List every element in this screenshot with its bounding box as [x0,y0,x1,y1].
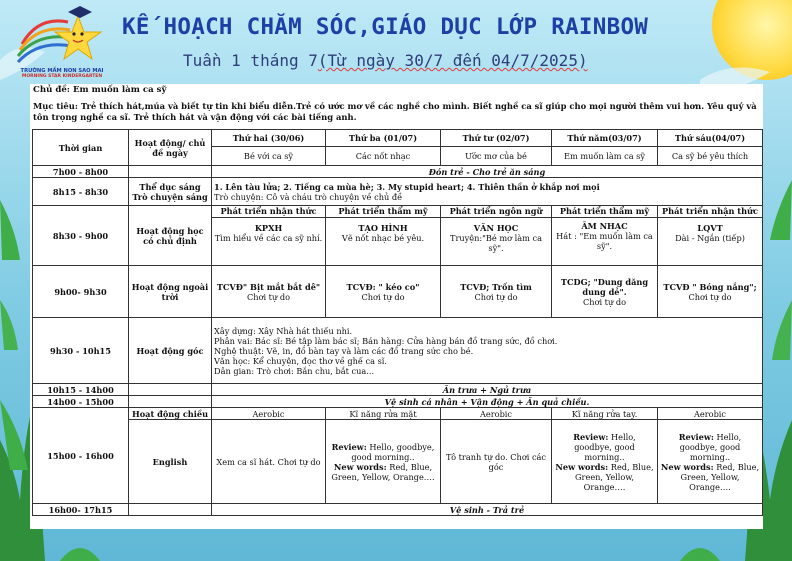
lesson-cell: Phát triển thẩm mỹ ÂM NHẠC Hát : "Em muốn làm ca sỹ". [552,206,658,266]
activity-cell: Hoạt động ngoài trời [129,266,212,318]
table-row [33,396,763,408]
day-topic: Em muốn làm ca sỹ [552,147,658,166]
table-row [33,178,763,206]
time-cell: 8h30 - 9h00 [33,206,129,266]
afternoon-head: Kĩ năng rửa mặt [326,408,441,420]
table-row [33,266,763,318]
time-cell: 10h15 - 14h00 [33,384,129,396]
day-header: Thứ ba (01/07) [326,130,441,147]
day-header: Thứ tư (02/07) [441,130,552,147]
afternoon-head: Aerobic [658,408,763,420]
time-cell: 8h15 - 8h30 [33,178,129,206]
time-cell: 7h00 - 8h00 [33,166,129,178]
activity-cell: Hoạt động góc [129,318,212,384]
outdoor-cell: TCVĐ; Trốn tìm Chơi tự do [441,266,552,318]
theme-line: Chủ đề: Em muốn làm ca sỹ [33,85,167,95]
plan-table [32,129,763,516]
table-row [33,384,763,396]
lesson-cell: Phát triển thẩm mỹ TẠO HÌNH Vẽ nốt nhạc bé yêu. [326,206,441,266]
afternoon-cell: Review: Hello, goodbye, good morning.. New words: Red, Blue, Green, Yellow, Orange…. [658,420,763,504]
day-topic: Bé với ca sỹ [212,147,326,166]
goal-text: Mục tiêu: Trẻ thích hát,múa và biết tự tin khi biểu diễn.Trẻ có ước mơ về các nghề cho mình. Biết nghề ca sĩ giúp cho mọi người thêm vui hơn. Yêu quý và tôn trọng nghề ca sĩ. Trẻ thích hát và vận động với các bài tiếng anh. [33,101,757,122]
table-row [33,408,763,420]
afternoon-cell: Review: Hello, goodbye, good morning.. New words: Red, Blue, Green, Yellow, Orange…. [326,420,441,504]
afternoon-cell: Review: Hello, goodbye, good morning.. New words: Red, Blue, Green, Yellow, Orange…. [552,420,658,504]
day-topic: Ước mơ của bé [441,147,552,166]
header-activity: Hoạt động/ chủ đề ngày [129,130,212,166]
day-header: Thứ hai (30/06) [212,130,326,147]
table-row [33,318,763,384]
day-header: Thứ sáu(04/07) [658,130,763,147]
lesson-cell: Phát triển nhận thức KPXH Tìm hiểu về các ca sỹ nhí. [212,206,326,266]
page-subtitle: Tuần 1 tháng 7(Từ ngày 30/7 đến 04/7/2025) [183,51,588,70]
outdoor-cell: TCVĐ " Bóng nắng"; Chơi tự do [658,266,763,318]
routine-cell: Vệ sinh cá nhân + Vận động + Ăn quả chiều. [212,396,763,408]
lesson-cell: Phát triển nhận thức LQVT Dài - Ngắn (tiếp) [658,206,763,266]
afternoon-cell: Tô tranh tự do. Chơi các góc [441,420,552,504]
activity-cell: Hoạt động chiều [129,408,212,420]
time-cell: 15h00 - 16h00 [33,408,129,504]
table-row [33,504,763,516]
day-header: Thứ năm(03/07) [552,130,658,147]
table-row [33,166,763,178]
afternoon-head: Aerobic [212,408,326,420]
page-title: KẾ HOẠCH CHĂM SÓC,GIÁO DỤC LỚP RAINBOW [122,14,649,40]
day-topic: Ca sỹ bé yêu thích [658,147,763,166]
header-time: Thời gian [33,130,129,166]
corner-activity-cell: Xây dựng: Xây Nhà hát thiếu nhi. Phân vai: Bác sĩ: Bé tập làm bác sĩ; Bán hàng: Cửa hàng bán đồ trang sức, đồ chơi. Nghệ thuật: Vẽ, in, đồ bàn tay và làm các đồ trang sức cho bé. Văn học: Kể chuyện, đọc thơ về ghế ca sĩ. Dân gian: Trò chơi: Bắn chu, bắt cua... [212,318,763,384]
outdoor-cell: TCVĐ" Bịt mắt bắt dê" Chơi tự do [212,266,326,318]
afternoon-cell: Xem ca sĩ hát. Chơi tự do [212,420,326,504]
table-row [33,206,763,266]
time-cell: 16h00- 17h15 [33,504,129,516]
school-name: TRƯỜNG MẦM NON SAO MAI MORNING STAR KINDERGARTEN [20,68,104,79]
outdoor-cell: TCDG; "Dung dăng dung dẻ". Chơi tự do [552,266,658,318]
routine-cell: Vệ sinh - Trả trẻ [212,504,763,516]
afternoon-head: Kĩ năng rửa tay. [552,408,658,420]
table-row [33,420,763,504]
morning-exercise-cell: 1. Lên tàu lửa; 2. Tiếng ca mùa hè; 3. My stupid heart; 4. Thiên thần ở khắp nơi mọi Trò chuyện: Cô và cháu trò chuyện về chủ đề [212,178,763,206]
activity-cell: Hoạt động học có chủ định [129,206,212,266]
activity-cell: English [129,420,212,504]
routine-cell: Ăn trưa + Ngủ trưa [212,384,763,396]
table-row [33,130,763,147]
activity-cell: Thể dục sáng Trò chuyện sáng [129,178,212,206]
routine-cell: Đón trẻ - Cho trẻ ăn sáng [212,166,763,178]
lesson-cell: Phát triển ngôn ngữ VĂN HỌC Truyện:"Bé mơ làm ca sỹ". [441,206,552,266]
time-cell: 9h00- 9h30 [33,266,129,318]
afternoon-head: Aerobic [441,408,552,420]
time-cell: 14h00 - 15h00 [33,396,129,408]
time-cell: 9h30 - 10h15 [33,318,129,384]
outdoor-cell: TCVĐ: " kéo co" Chơi tự do [326,266,441,318]
day-topic: Các nốt nhạc [326,147,441,166]
